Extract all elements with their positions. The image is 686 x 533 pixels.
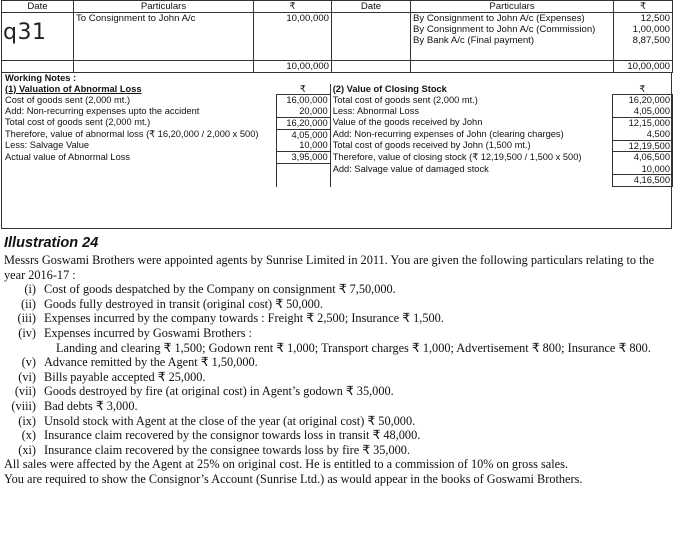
header-particulars-left: Particulars bbox=[74, 1, 254, 13]
right-row-text: Therefore, value of closing stock (₹ 12,19,500 / 1,500 x 500) bbox=[330, 152, 612, 164]
illustration-title: Illustration 24 bbox=[4, 235, 99, 251]
header-date-left: Date bbox=[2, 1, 74, 13]
credit-date-cell bbox=[332, 13, 411, 61]
right-row-amount: 10,000 bbox=[612, 164, 672, 175]
credit-entry: By Consignment to John A/c (Expenses) bbox=[413, 13, 585, 24]
item-iv-detail: Landing and clearing ₹ 1,500; Godown rent ₹ 1,000; Transport charges ₹ 1,000; Advertisement ₹ 800; Insurance ₹ 800. bbox=[56, 340, 651, 355]
right-row-text: Add: Salvage value of damaged stock bbox=[330, 164, 612, 175]
header-date-right: Date bbox=[332, 1, 411, 13]
list-item: (xi) Insurance claim recovered by the consignee towards loss by fire ₹ 35,000. bbox=[18, 442, 411, 457]
right-row-amount: 12,15,000 bbox=[612, 117, 672, 129]
right-row-amount: 4,06,500 bbox=[612, 152, 672, 164]
question-label: q31 bbox=[3, 20, 47, 45]
left-row-text: Add: Non-recurring expenses upto the accident bbox=[5, 106, 200, 117]
right-row-text: Value of the goods received by John bbox=[330, 117, 612, 129]
closing-line: You are required to show the Consignor’s Account (Sunrise Ltd.) as would appear in the books of Goswami Brothers. bbox=[4, 471, 583, 486]
left-row-text: Cost of goods sent (2,000 mt.) bbox=[5, 94, 131, 105]
particulars-list bbox=[4, 355, 676, 457]
left-row-text: Total cost of goods sent (2,000 mt.) bbox=[5, 117, 151, 128]
credit-particulars-cell bbox=[411, 13, 614, 61]
right-row-text: Total cost of goods received by John (1,500 mt.) bbox=[330, 140, 612, 152]
right-row-amount: 12,19,500 bbox=[612, 140, 672, 152]
debit-amount: 10,00,000 bbox=[286, 13, 329, 24]
left-row-amount: 10,000 bbox=[276, 140, 330, 152]
list-item: (ix) Unsold stock with Agent at the close of the year (at original cost) ₹ 50,000. bbox=[18, 413, 416, 428]
closing-line: All sales were affected by the Agent at 25% on original cost. He is entitled to a commission of 10% on gross sales. bbox=[4, 457, 568, 472]
working-notes-table bbox=[3, 73, 673, 187]
list-item: (iii) Expenses incurred by the company towards : Freight ₹ 2,500; Insurance ₹ 1,500. bbox=[17, 311, 444, 326]
working-notes-title: Working Notes : bbox=[5, 73, 77, 83]
credit-amount: 12,500 bbox=[640, 13, 670, 24]
left-row-text: Less: Salvage Value bbox=[5, 140, 90, 151]
particulars-list bbox=[4, 282, 676, 340]
left-row-amount: 3,95,000 bbox=[276, 152, 330, 164]
header-amount-right: ₹ bbox=[614, 1, 673, 13]
debit-total: 10,00,000 bbox=[254, 61, 332, 73]
debit-amount-cell bbox=[254, 13, 332, 61]
left-row-amount: 4,05,000 bbox=[276, 129, 330, 140]
list-item: (i) Cost of goods despatched by the Company on consignment ₹ 7,50,000. bbox=[24, 282, 396, 297]
left-row-text: Actual value of Abnormal Loss bbox=[5, 151, 131, 162]
right-row-text: Add: Non-recurring expenses of John (clearing charges) bbox=[330, 129, 612, 140]
closing-stock-heading: (2) Value of Closing Stock bbox=[330, 84, 612, 95]
left-row-amount: 16,20,000 bbox=[276, 117, 330, 129]
right-row-text: Total cost of goods sent (2,000 mt.) bbox=[330, 95, 612, 106]
right-row-amount: 16,20,000 bbox=[612, 95, 672, 106]
left-row-amount: 16,00,000 bbox=[276, 95, 330, 106]
left-currency: ₹ bbox=[299, 83, 306, 94]
list-item: (v) Advance remitted by the Agent ₹ 1,50,000. bbox=[21, 355, 258, 370]
illustration-intro: Messrs Goswami Brothers were appointed agents by Sunrise Limited in 2011. You are given the following particulars relating to the year 2016-17 : bbox=[4, 253, 655, 282]
header-amount-left: ₹ bbox=[254, 1, 332, 13]
list-item: (viii) Bad debts ₹ 3,000. bbox=[11, 398, 138, 413]
list-item: (vi) Bills payable accepted ₹ 25,000. bbox=[18, 369, 206, 384]
right-row-text bbox=[330, 175, 612, 187]
illustration-body bbox=[4, 253, 676, 487]
credit-amount: 1,00,000 bbox=[632, 24, 670, 35]
abnormal-loss-heading: (1) Valuation of Abnormal Loss bbox=[5, 83, 142, 94]
credit-entry: By Consignment to John A/c (Commission) bbox=[413, 24, 596, 35]
ledger-table bbox=[1, 0, 673, 73]
right-row-amount: 4,05,000 bbox=[612, 106, 672, 117]
right-row-amount: 4,16,500 bbox=[612, 175, 672, 187]
total-empty-cell bbox=[2, 61, 74, 73]
credit-entry: By Bank A/c (Final payment) bbox=[413, 35, 535, 46]
ledger-body-row bbox=[2, 13, 673, 61]
total-empty-cell bbox=[332, 61, 411, 73]
debit-entry: To Consignment to John A/c bbox=[76, 13, 196, 24]
left-row-amount: 20,000 bbox=[276, 106, 330, 117]
ledger-header-row bbox=[2, 1, 673, 13]
ledger-total-row bbox=[2, 61, 673, 73]
right-row-text: Less: Abnormal Loss bbox=[330, 106, 612, 117]
debit-particulars-cell bbox=[74, 13, 254, 61]
credit-total: 10,00,000 bbox=[614, 61, 673, 73]
list-item: (x) Insurance claim recovered by the consignor towards loss in transit ₹ 48,000. bbox=[21, 428, 421, 443]
list-item: (ii) Goods fully destroyed in transit (original cost) ₹ 50,000. bbox=[20, 296, 323, 311]
right-row-amount: 4,500 bbox=[612, 129, 672, 140]
credit-amount: 8,87,500 bbox=[632, 35, 670, 46]
total-empty-cell bbox=[411, 61, 614, 73]
left-row-text: Therefore, value of abnormal loss (₹ 16,20,000 / 2,000 x 500) bbox=[5, 129, 259, 140]
header-particulars-right: Particulars bbox=[411, 1, 614, 13]
list-item: (vii) Goods destroyed by fire (at original cost) in Agent’s godown ₹ 35,000. bbox=[14, 384, 394, 399]
total-empty-cell bbox=[74, 61, 254, 73]
credit-amount-cell bbox=[614, 13, 673, 61]
right-currency: ₹ bbox=[639, 83, 646, 94]
list-item: (iv) Expenses incurred by Goswami Brothers : bbox=[18, 325, 252, 340]
